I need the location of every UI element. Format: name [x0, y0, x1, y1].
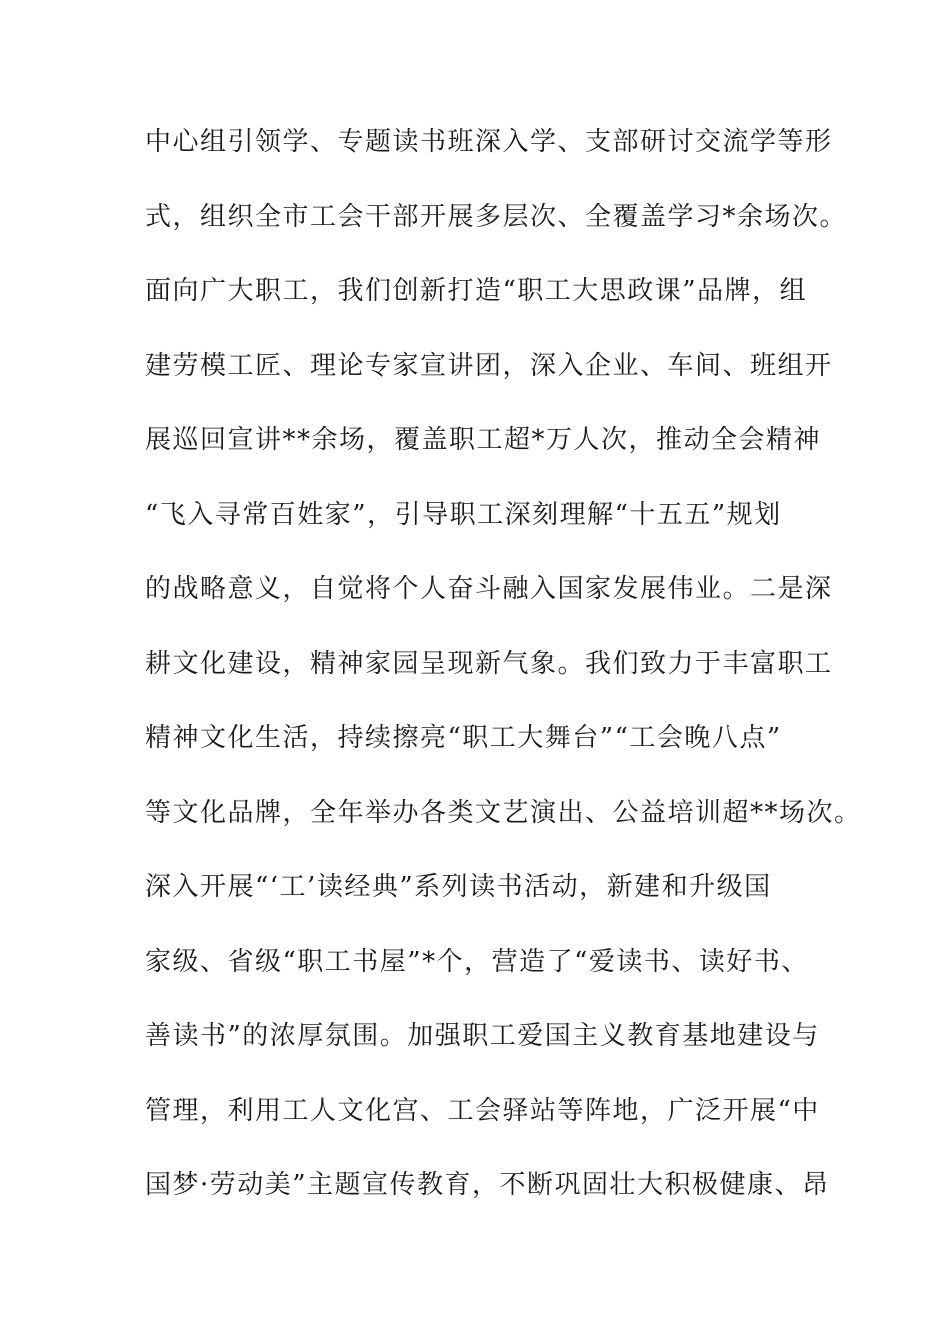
text-line: 面向广大职工，我们创新打造“职工大思政课”品牌，组	[145, 276, 808, 306]
text-line: 等文化品牌，全年举办各类文艺演出、公益培训超**场次。	[145, 797, 862, 828]
text-line: 的战略意义，自觉将个人奋斗融入国家发展伟业。二是深	[145, 574, 833, 604]
text-line: 展巡回宣讲**余场，覆盖职工超*万人次，推动全会精神	[145, 425, 822, 455]
text-line: 家级、省级“职工书屋”*个，营造了“爱读书、读好书、	[145, 946, 809, 977]
text-line: 深入开展“‘工’读经典”系列读书活动，新建和升级国	[145, 872, 772, 902]
text-line: “飞入寻常百姓家”，引导职工深刻理解“十五五”规划	[145, 499, 782, 530]
text-line: 耕文化建设，精神家园呈现新气象。我们致力于丰富职工	[145, 648, 833, 679]
text-line: 中心组引领学、专题读书班深入学、支部研讨交流学等形	[145, 127, 833, 157]
text-line: 精神文化生活，持续擦亮“职工大舞台”“工会晚八点”	[145, 723, 782, 753]
text-line: 式，组织全市工会干部开展多层次、全覆盖学习*余场次。	[145, 201, 848, 232]
text-line: 善读书”的浓厚氛围。加强职工爱国主义教育基地建设与	[145, 1021, 820, 1051]
body-text	[145, 118, 862, 1236]
text-line: 建劳模工匠、理论专家宣讲团，深入企业、车间、班组开	[145, 350, 833, 381]
text-line: 国梦·劳动美”主题宣传教育，不断巩固壮大积极健康、昂	[145, 1170, 830, 1200]
text-line: 管理，利用工人文化宫、工会驿站等阵地，广泛开展“中	[145, 1095, 820, 1126]
